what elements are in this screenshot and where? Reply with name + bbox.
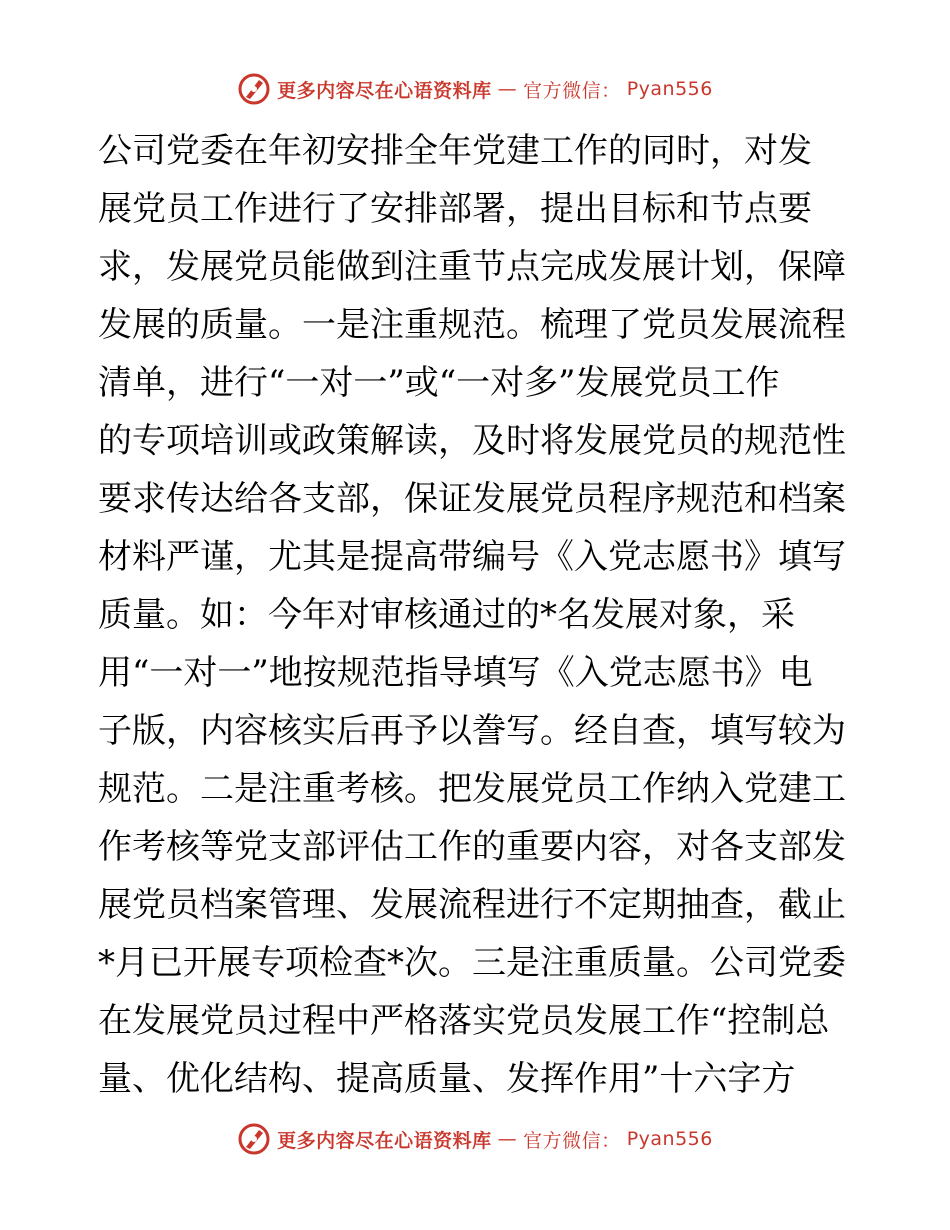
text-line: 作考核等党支部评估工作的重要内容，对各支部发 bbox=[98, 827, 846, 867]
text-line: 展党员工作进行了安排部署，提出目标和节点要 bbox=[98, 189, 812, 229]
text-line: 发展的质量。一是注重规范。梳理了党员发展流程 bbox=[98, 305, 846, 345]
text-line: 清单，进行“一对一”或“一对多”发展党员工作 bbox=[98, 363, 780, 403]
text-line: 在发展党员过程中严格落实党员发展工作“控制总 bbox=[98, 1001, 830, 1041]
watermark-wechat-label: 官方微信： bbox=[523, 1129, 621, 1152]
header-watermark bbox=[0, 72, 950, 106]
text-line: 子版，内容核实后再予以誊写。经自查，填写较为 bbox=[98, 711, 846, 751]
text-line: 公司党委在年初安排全年党建工作的同时，对发 bbox=[98, 131, 812, 171]
watermark-wechat-id: Pyan556 bbox=[626, 78, 713, 100]
text-line: 要求传达给各支部，保证发展党员程序规范和档案 bbox=[98, 479, 846, 519]
watermark-main-text: 更多内容尽在心语资料库 bbox=[277, 79, 492, 102]
watermark-wechat-label: 官方微信： bbox=[523, 79, 621, 102]
text-line: 材料严谨，尤其是提高带编号《入党志愿书》填写 bbox=[98, 537, 846, 577]
text-line: 的专项培训或政策解读，及时将发展党员的规范性 bbox=[98, 421, 846, 461]
text-line: 展党员档案管理、发展流程进行不定期抽查，截止 bbox=[98, 885, 846, 925]
text-line: 用“一对一”地按规范指导填写《入党志愿书》电 bbox=[98, 653, 813, 693]
watermark-main-text: 更多内容尽在心语资料库 bbox=[277, 1129, 492, 1152]
text-line: *月已开展专项检查*次。三是注重质量。公司党委 bbox=[98, 943, 846, 983]
watermark-separator: — bbox=[497, 1128, 518, 1150]
text-line: 质量。如：今年对审核通过的*名发展对象，采 bbox=[98, 595, 795, 635]
document-body bbox=[98, 122, 850, 1108]
footer-watermark bbox=[0, 1122, 950, 1156]
text-line: 求，发展党员能做到注重节点完成发展计划，保障 bbox=[98, 247, 846, 287]
watermark-separator: — bbox=[497, 78, 518, 100]
text-line: 量、优化结构、提高质量、发挥作用”十六字方 bbox=[98, 1059, 796, 1099]
text-line: 规范。二是注重考核。把发展党员工作纳入党建工 bbox=[98, 769, 846, 809]
quill-logo-icon bbox=[237, 1122, 271, 1156]
watermark-wechat-id: Pyan556 bbox=[626, 1128, 713, 1150]
quill-logo-icon bbox=[237, 72, 271, 106]
